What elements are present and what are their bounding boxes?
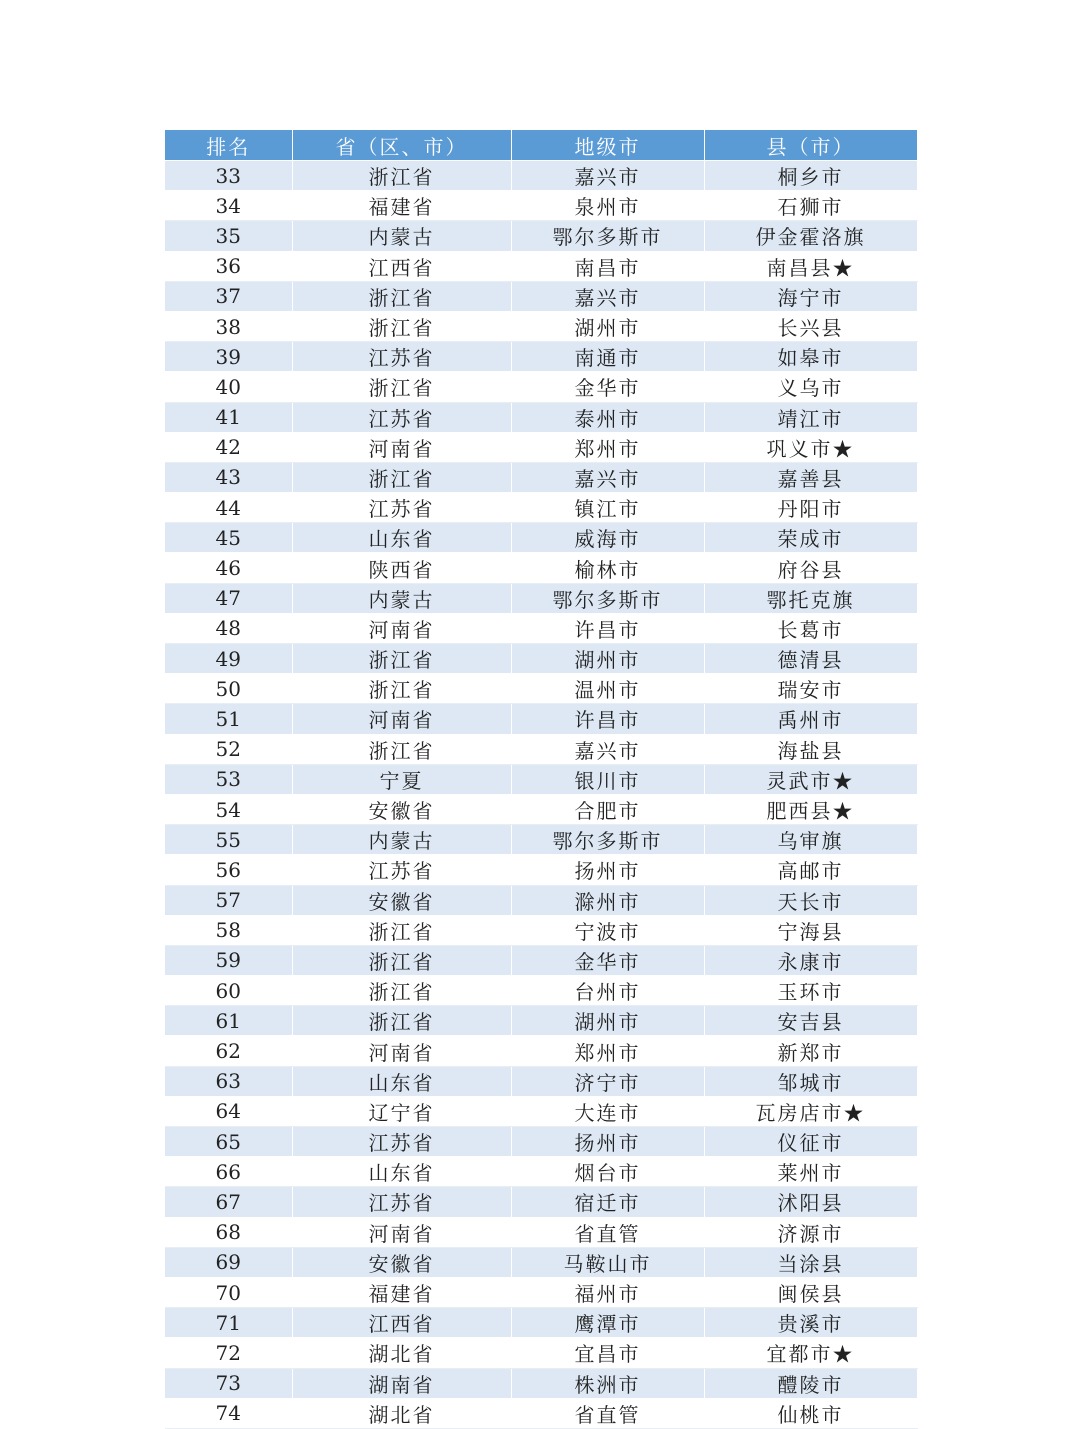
table-row <box>165 342 917 372</box>
cell-prefecture-city: 南昌市 <box>511 251 704 281</box>
ranking-table-container <box>165 130 917 1429</box>
table-row <box>165 945 917 975</box>
cell-prefecture-city: 温州市 <box>511 674 704 704</box>
table-row <box>165 311 917 341</box>
cell-county: 济源市 <box>704 1217 917 1247</box>
cell-rank: 40 <box>165 372 292 402</box>
cell-rank: 66 <box>165 1157 292 1187</box>
cell-prefecture-city: 鄂尔多斯市 <box>511 583 704 613</box>
cell-county: 禹州市 <box>704 704 917 734</box>
cell-prefecture-city: 株洲市 <box>511 1368 704 1398</box>
table-row <box>165 583 917 613</box>
cell-prefecture-city: 扬州市 <box>511 855 704 885</box>
header-prefecture-city: 地级市 <box>511 130 704 161</box>
table-row <box>165 855 917 885</box>
table-row <box>165 1217 917 1247</box>
cell-rank: 61 <box>165 1006 292 1036</box>
header-province: 省（区、市） <box>292 130 511 161</box>
cell-province: 浙江省 <box>292 372 511 402</box>
cell-province: 浙江省 <box>292 161 511 191</box>
table-row <box>165 1247 917 1277</box>
table-row <box>165 523 917 553</box>
table-header <box>165 130 917 161</box>
cell-county: 新郑市 <box>704 1036 917 1066</box>
cell-province: 浙江省 <box>292 945 511 975</box>
table-row <box>165 1338 917 1368</box>
cell-county: 天长市 <box>704 885 917 915</box>
cell-county: 宁海县 <box>704 915 917 945</box>
table-row <box>165 281 917 311</box>
cell-county: 石狮市 <box>704 191 917 221</box>
cell-prefecture-city: 许昌市 <box>511 704 704 734</box>
table-row <box>165 1187 917 1217</box>
cell-county: 海盐县 <box>704 734 917 764</box>
cell-province: 陕西省 <box>292 553 511 583</box>
cell-province: 浙江省 <box>292 734 511 764</box>
cell-rank: 34 <box>165 191 292 221</box>
cell-county: 南昌县★ <box>704 251 917 281</box>
table-row <box>165 553 917 583</box>
cell-county: 丹阳市 <box>704 493 917 523</box>
cell-rank: 57 <box>165 885 292 915</box>
table-row <box>165 1398 917 1428</box>
cell-rank: 54 <box>165 794 292 824</box>
cell-province: 江苏省 <box>292 402 511 432</box>
cell-rank: 72 <box>165 1338 292 1368</box>
cell-province: 福建省 <box>292 1277 511 1307</box>
cell-county: 府谷县 <box>704 553 917 583</box>
cell-rank: 58 <box>165 915 292 945</box>
cell-county: 伊金霍洛旗 <box>704 221 917 251</box>
cell-prefecture-city: 嘉兴市 <box>511 161 704 191</box>
cell-province: 浙江省 <box>292 1006 511 1036</box>
cell-province: 江苏省 <box>292 1127 511 1157</box>
cell-rank: 39 <box>165 342 292 372</box>
cell-rank: 63 <box>165 1066 292 1096</box>
cell-prefecture-city: 滁州市 <box>511 885 704 915</box>
cell-province: 湖北省 <box>292 1398 511 1428</box>
cell-county: 醴陵市 <box>704 1368 917 1398</box>
cell-province: 内蒙古 <box>292 825 511 855</box>
cell-province: 宁夏 <box>292 764 511 794</box>
cell-rank: 49 <box>165 644 292 674</box>
cell-prefecture-city: 省直管 <box>511 1217 704 1247</box>
cell-prefecture-city: 威海市 <box>511 523 704 553</box>
cell-prefecture-city: 马鞍山市 <box>511 1247 704 1277</box>
cell-province: 江苏省 <box>292 342 511 372</box>
cell-county: 仙桃市 <box>704 1398 917 1428</box>
table-row <box>165 493 917 523</box>
cell-prefecture-city: 台州市 <box>511 976 704 1006</box>
cell-province: 河南省 <box>292 1217 511 1247</box>
cell-prefecture-city: 泉州市 <box>511 191 704 221</box>
cell-prefecture-city: 嘉兴市 <box>511 734 704 764</box>
cell-county: 沭阳县 <box>704 1187 917 1217</box>
cell-county: 玉环市 <box>704 976 917 1006</box>
cell-rank: 74 <box>165 1398 292 1428</box>
cell-rank: 35 <box>165 221 292 251</box>
cell-province: 辽宁省 <box>292 1096 511 1126</box>
cell-rank: 46 <box>165 553 292 583</box>
cell-province: 浙江省 <box>292 976 511 1006</box>
cell-rank: 64 <box>165 1096 292 1126</box>
cell-rank: 70 <box>165 1277 292 1307</box>
cell-rank: 43 <box>165 462 292 492</box>
cell-prefecture-city: 湖州市 <box>511 311 704 341</box>
cell-rank: 68 <box>165 1217 292 1247</box>
table-row <box>165 885 917 915</box>
cell-county: 长兴县 <box>704 311 917 341</box>
cell-province: 江西省 <box>292 251 511 281</box>
table-row <box>165 794 917 824</box>
cell-province: 江西省 <box>292 1308 511 1338</box>
table-row <box>165 1066 917 1096</box>
cell-county: 海宁市 <box>704 281 917 311</box>
table-row <box>165 1096 917 1126</box>
table-row <box>165 402 917 432</box>
table-row <box>165 251 917 281</box>
cell-county: 义乌市 <box>704 372 917 402</box>
table-row <box>165 161 917 191</box>
cell-prefecture-city: 鹰潭市 <box>511 1308 704 1338</box>
table-row <box>165 915 917 945</box>
cell-county: 嘉善县 <box>704 462 917 492</box>
table-row <box>165 1127 917 1157</box>
cell-rank: 42 <box>165 432 292 462</box>
cell-rank: 53 <box>165 764 292 794</box>
cell-county: 瓦房店市★ <box>704 1096 917 1126</box>
cell-province: 山东省 <box>292 1157 511 1187</box>
cell-prefecture-city: 合肥市 <box>511 794 704 824</box>
cell-rank: 56 <box>165 855 292 885</box>
cell-prefecture-city: 湖州市 <box>511 644 704 674</box>
table-row <box>165 221 917 251</box>
cell-prefecture-city: 湖州市 <box>511 1006 704 1036</box>
cell-prefecture-city: 福州市 <box>511 1277 704 1307</box>
cell-province: 浙江省 <box>292 674 511 704</box>
table-row <box>165 764 917 794</box>
cell-province: 安徽省 <box>292 885 511 915</box>
cell-province: 江苏省 <box>292 493 511 523</box>
cell-county: 德清县 <box>704 644 917 674</box>
cell-county: 邹城市 <box>704 1066 917 1096</box>
cell-rank: 60 <box>165 976 292 1006</box>
cell-province: 福建省 <box>292 191 511 221</box>
cell-rank: 69 <box>165 1247 292 1277</box>
cell-province: 山东省 <box>292 523 511 553</box>
cell-province: 浙江省 <box>292 915 511 945</box>
cell-rank: 41 <box>165 402 292 432</box>
cell-county: 长葛市 <box>704 613 917 643</box>
cell-province: 湖北省 <box>292 1338 511 1368</box>
table-row <box>165 1308 917 1338</box>
table-row <box>165 1277 917 1307</box>
cell-province: 湖南省 <box>292 1368 511 1398</box>
cell-rank: 33 <box>165 161 292 191</box>
table-row <box>165 432 917 462</box>
cell-prefecture-city: 许昌市 <box>511 613 704 643</box>
table-row <box>165 734 917 764</box>
table-row <box>165 372 917 402</box>
cell-province: 河南省 <box>292 613 511 643</box>
cell-prefecture-city: 烟台市 <box>511 1157 704 1187</box>
cell-rank: 71 <box>165 1308 292 1338</box>
cell-rank: 59 <box>165 945 292 975</box>
cell-county: 如皋市 <box>704 342 917 372</box>
table-body <box>165 161 917 1429</box>
cell-rank: 73 <box>165 1368 292 1398</box>
table-row <box>165 1006 917 1036</box>
cell-rank: 47 <box>165 583 292 613</box>
table-row <box>165 674 917 704</box>
header-county: 县（市） <box>704 130 917 161</box>
cell-county: 鄂托克旗 <box>704 583 917 613</box>
cell-province: 浙江省 <box>292 462 511 492</box>
cell-prefecture-city: 嘉兴市 <box>511 281 704 311</box>
cell-county: 贵溪市 <box>704 1308 917 1338</box>
cell-province: 河南省 <box>292 1036 511 1066</box>
table-row <box>165 644 917 674</box>
cell-county: 当涂县 <box>704 1247 917 1277</box>
cell-rank: 48 <box>165 613 292 643</box>
table-row <box>165 462 917 492</box>
cell-prefecture-city: 鄂尔多斯市 <box>511 221 704 251</box>
cell-county: 桐乡市 <box>704 161 917 191</box>
table-row <box>165 976 917 1006</box>
cell-prefecture-city: 镇江市 <box>511 493 704 523</box>
cell-province: 江苏省 <box>292 855 511 885</box>
cell-county: 莱州市 <box>704 1157 917 1187</box>
table-row <box>165 825 917 855</box>
cell-prefecture-city: 金华市 <box>511 372 704 402</box>
cell-county: 靖江市 <box>704 402 917 432</box>
cell-province: 浙江省 <box>292 644 511 674</box>
cell-county: 巩义市★ <box>704 432 917 462</box>
cell-province: 山东省 <box>292 1066 511 1096</box>
cell-county: 高邮市 <box>704 855 917 885</box>
cell-rank: 38 <box>165 311 292 341</box>
cell-province: 浙江省 <box>292 281 511 311</box>
table-row <box>165 1368 917 1398</box>
cell-county: 永康市 <box>704 945 917 975</box>
table-row <box>165 704 917 734</box>
cell-county: 仪征市 <box>704 1127 917 1157</box>
cell-rank: 52 <box>165 734 292 764</box>
cell-rank: 36 <box>165 251 292 281</box>
cell-prefecture-city: 宿迁市 <box>511 1187 704 1217</box>
header-rank: 排名 <box>165 130 292 161</box>
cell-county: 安吉县 <box>704 1006 917 1036</box>
cell-province: 内蒙古 <box>292 583 511 613</box>
cell-county: 灵武市★ <box>704 764 917 794</box>
cell-rank: 62 <box>165 1036 292 1066</box>
cell-province: 江苏省 <box>292 1187 511 1217</box>
cell-prefecture-city: 郑州市 <box>511 432 704 462</box>
county-ranking-table <box>165 130 918 1429</box>
cell-prefecture-city: 济宁市 <box>511 1066 704 1096</box>
header-row <box>165 130 917 161</box>
cell-prefecture-city: 榆林市 <box>511 553 704 583</box>
cell-prefecture-city: 鄂尔多斯市 <box>511 825 704 855</box>
cell-province: 河南省 <box>292 432 511 462</box>
cell-province: 内蒙古 <box>292 221 511 251</box>
cell-province: 河南省 <box>292 704 511 734</box>
table-row <box>165 613 917 643</box>
cell-prefecture-city: 银川市 <box>511 764 704 794</box>
cell-county: 宜都市★ <box>704 1338 917 1368</box>
cell-rank: 65 <box>165 1127 292 1157</box>
cell-prefecture-city: 嘉兴市 <box>511 462 704 492</box>
cell-prefecture-city: 泰州市 <box>511 402 704 432</box>
cell-province: 安徽省 <box>292 794 511 824</box>
cell-prefecture-city: 大连市 <box>511 1096 704 1126</box>
cell-province: 浙江省 <box>292 311 511 341</box>
cell-prefecture-city: 省直管 <box>511 1398 704 1428</box>
cell-rank: 45 <box>165 523 292 553</box>
cell-prefecture-city: 金华市 <box>511 945 704 975</box>
cell-prefecture-city: 南通市 <box>511 342 704 372</box>
cell-rank: 55 <box>165 825 292 855</box>
cell-province: 安徽省 <box>292 1247 511 1277</box>
table-row <box>165 1036 917 1066</box>
cell-county: 荣成市 <box>704 523 917 553</box>
cell-county: 肥西县★ <box>704 794 917 824</box>
cell-prefecture-city: 扬州市 <box>511 1127 704 1157</box>
cell-county: 瑞安市 <box>704 674 917 704</box>
cell-prefecture-city: 宜昌市 <box>511 1338 704 1368</box>
table-row <box>165 1157 917 1187</box>
cell-rank: 44 <box>165 493 292 523</box>
cell-rank: 50 <box>165 674 292 704</box>
cell-prefecture-city: 宁波市 <box>511 915 704 945</box>
cell-prefecture-city: 郑州市 <box>511 1036 704 1066</box>
cell-rank: 37 <box>165 281 292 311</box>
cell-county: 乌审旗 <box>704 825 917 855</box>
cell-rank: 67 <box>165 1187 292 1217</box>
cell-rank: 51 <box>165 704 292 734</box>
cell-county: 闽侯县 <box>704 1277 917 1307</box>
table-row <box>165 191 917 221</box>
